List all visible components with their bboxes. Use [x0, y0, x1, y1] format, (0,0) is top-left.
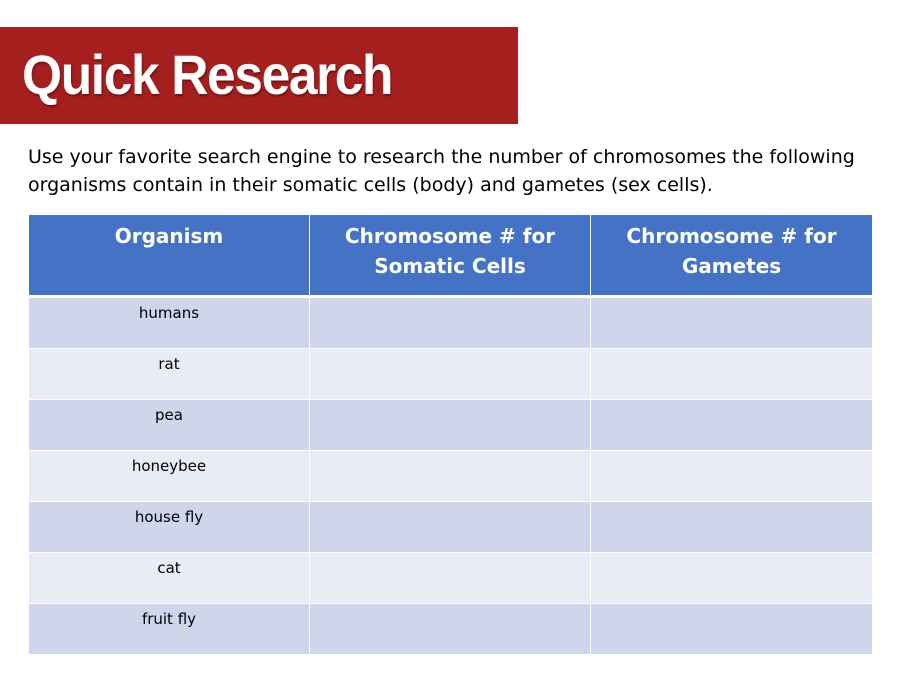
- somatic-cell[interactable]: [310, 553, 591, 604]
- somatic-cell[interactable]: [310, 400, 591, 451]
- gametes-cell[interactable]: [591, 604, 873, 655]
- somatic-cell[interactable]: [310, 349, 591, 400]
- organism-cell: humans: [29, 297, 310, 349]
- header-gametes: Chromosome # for Gametes: [591, 215, 873, 297]
- slide-title: Quick Research: [22, 43, 393, 106]
- organism-cell: rat: [29, 349, 310, 400]
- gametes-cell[interactable]: [591, 400, 873, 451]
- header-organism: Organism: [29, 215, 310, 297]
- organism-cell: house fly: [29, 502, 310, 553]
- organism-cell: fruit fly: [29, 604, 310, 655]
- gametes-cell[interactable]: [591, 297, 873, 349]
- table-row: [29, 400, 873, 451]
- table-header-row: [29, 215, 873, 297]
- somatic-cell[interactable]: [310, 502, 591, 553]
- organism-cell: pea: [29, 400, 310, 451]
- table-row: [29, 604, 873, 655]
- somatic-cell[interactable]: [310, 297, 591, 349]
- header-somatic-cells: Chromosome # for Somatic Cells: [310, 215, 591, 297]
- table-row: [29, 553, 873, 604]
- somatic-cell[interactable]: [310, 451, 591, 502]
- gametes-cell[interactable]: [591, 451, 873, 502]
- organism-cell: cat: [29, 553, 310, 604]
- table-row: [29, 451, 873, 502]
- gametes-cell[interactable]: [591, 349, 873, 400]
- chromosome-table: [28, 214, 873, 655]
- somatic-cell[interactable]: [310, 604, 591, 655]
- table-row: [29, 349, 873, 400]
- organism-cell: honeybee: [29, 451, 310, 502]
- table-row: [29, 297, 873, 349]
- table-row: [29, 502, 873, 553]
- gametes-cell[interactable]: [591, 553, 873, 604]
- gametes-cell[interactable]: [591, 502, 873, 553]
- instructions-text: Use your favorite search engine to research the number of chromosomes the following organisms contain in their somatic cells (body) and gametes (sex cells).: [28, 146, 855, 196]
